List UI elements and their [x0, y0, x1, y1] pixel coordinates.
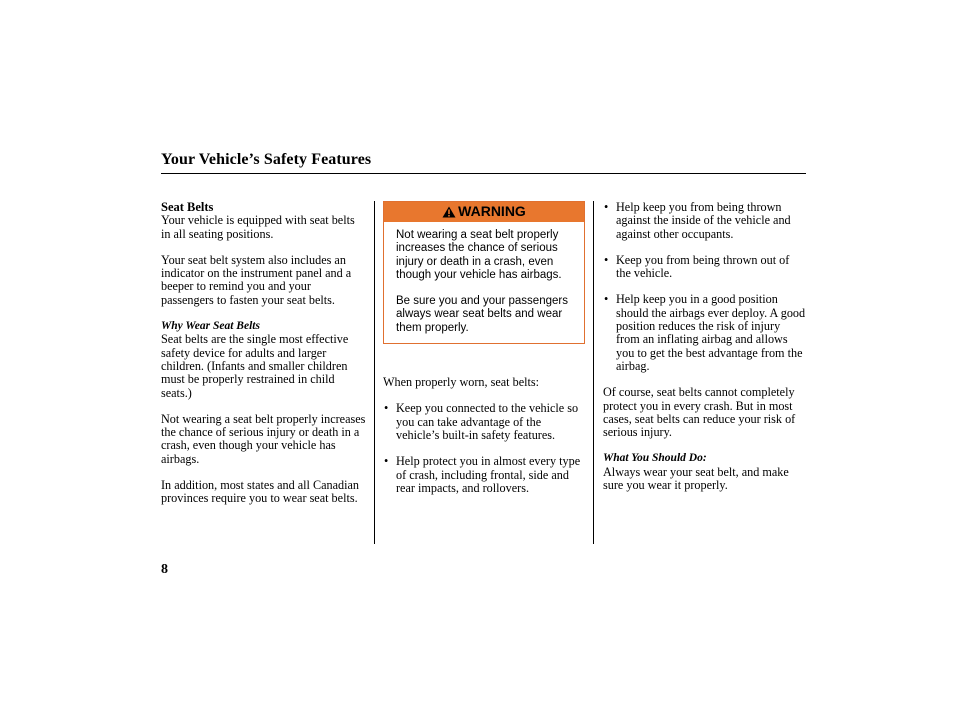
paragraph: Your seat belt system also includes an indicator on the instrument panel and a beeper to remind you and your passengers to fasten your seat belts. — [161, 252, 352, 307]
subheading: What You Should Do: — [603, 452, 707, 465]
subheading: Why Wear Seat Belts — [161, 320, 260, 333]
column-divider-left — [374, 201, 375, 544]
paragraph: Your vehicle is equipped with seat belts in all seating positions. — [161, 213, 355, 241]
paragraph: When properly worn, seat belts: — [383, 375, 540, 390]
bullet-item: • Keep you connected to the vehicle so you can take advantage of the vehicle’s built-in safety features. — [383, 402, 586, 442]
warning-header — [384, 202, 584, 222]
left-column — [161, 201, 366, 519]
bullet-item: • Keep you from being thrown out of the vehicle. — [603, 254, 806, 281]
warning-label: WARNING — [458, 203, 526, 220]
warning-body — [384, 222, 584, 343]
warning-text: Not wearing a seat belt properly increases the chance of serious injury or death in a crash, even though your vehicle has airbags. — [396, 229, 562, 281]
warning-triangle-icon — [442, 206, 456, 218]
page-title: Your Vehicle’s Safety Features — [161, 151, 372, 168]
paragraph: Always wear your seat belt, and make sure you wear it properly. — [603, 464, 789, 493]
right-column — [603, 201, 806, 505]
warning-box — [383, 201, 585, 344]
title-rule — [161, 173, 806, 174]
section-heading: Seat Belts — [161, 200, 214, 214]
paragraph: Of course, seat belts cannot completely protect you in every crash. But in most cases, seat belts can reduce your risk of serious injury. — [603, 385, 796, 440]
column-divider-right — [593, 201, 594, 544]
paragraph: Not wearing a seat belt properly increases the chance of serious injury or death in a crash, even though your vehicle has airbags. — [161, 411, 366, 466]
middle-column — [383, 201, 586, 508]
page-number: 8 — [161, 562, 168, 577]
warning-text: Be sure you and your passengers always wear seat belts and wear them properly. — [396, 295, 568, 334]
bullet-item: • Help keep you from being thrown against the inside of the vehicle and against other occupants. — [603, 201, 806, 241]
bullet-item: • Help protect you in almost every type of crash, including frontal, side and rear impacts, and rollovers. — [383, 455, 586, 495]
paragraph: Seat belts are the single most effective safety device for adults and larger children. (Infants and smaller children must be properly restrained in child seats.) — [161, 332, 349, 400]
paragraph: In addition, most states and all Canadian provinces require you to wear seat belts. — [161, 478, 360, 506]
bullet-item: • Help keep you in a good position should the airbags ever deploy. A good position reduces the risk of injury from an inflating airbag and allows you to get the best advantage from the airbag. — [603, 293, 806, 373]
